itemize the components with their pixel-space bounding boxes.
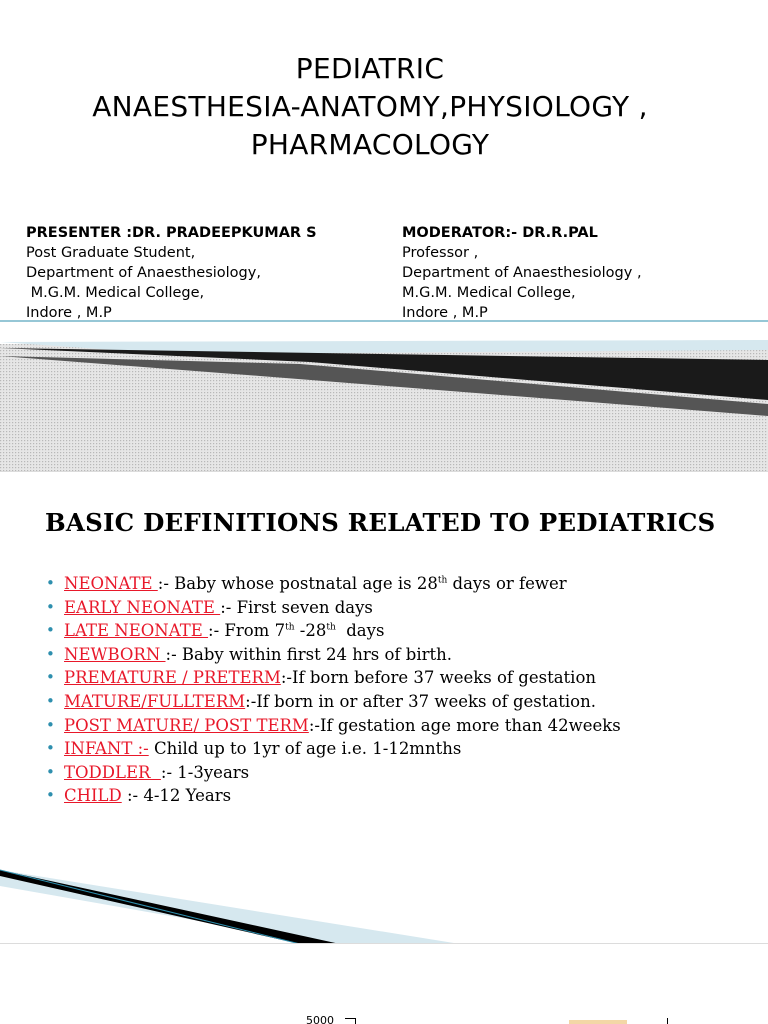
- list-item: [46, 690, 621, 714]
- list-item: [46, 784, 621, 808]
- definition-text: -28: [294, 621, 327, 641]
- moderator-line: M.G.M. Medical College,: [402, 285, 576, 301]
- definition-term: LATE NEONATE: [64, 621, 209, 641]
- chart-tick-label: 5000: [306, 1014, 334, 1024]
- definition-term: CHILD: [64, 786, 122, 806]
- definition-term: EARLY NEONATE: [64, 597, 221, 617]
- bullet-icon: •: [46, 597, 55, 616]
- bullet-icon: •: [46, 762, 55, 781]
- definitions-list: [46, 572, 621, 808]
- decorative-banner: [0, 862, 768, 944]
- chart-bar: [569, 1020, 627, 1024]
- bullet-icon: •: [46, 739, 55, 758]
- title-line: PHARMACOLOGY: [250, 128, 490, 161]
- decorative-banner: [0, 320, 768, 472]
- definition-term: MATURE/FULLTERM: [64, 691, 246, 711]
- list-item: [46, 666, 621, 690]
- definition-text: days or fewer: [447, 574, 567, 593]
- definitions-slide: [0, 472, 768, 944]
- chart-axis: [345, 1018, 356, 1024]
- definition-text: :-If born before 37 weeks of gestation: [280, 668, 597, 688]
- definition-text: :-If born in or after 37 weeks of gestation.: [245, 691, 596, 711]
- presenter-line: Post Graduate Student,: [26, 245, 196, 261]
- moderator-heading: MODERATOR:- DR.R.PAL: [402, 225, 598, 241]
- slide-title: [40, 50, 700, 164]
- definition-term: POST MATURE/ POST TERM: [64, 715, 309, 735]
- presenter-line: Indore , M.P: [26, 305, 112, 321]
- definition-term: INFANT :-: [64, 739, 149, 759]
- presenter-heading: PRESENTER :DR. PRADEEPKUMAR S: [26, 225, 317, 241]
- definition-text: :- Baby within first 24 hrs of birth.: [165, 644, 453, 664]
- bullet-icon: •: [46, 668, 55, 687]
- superscript: th: [285, 622, 295, 633]
- definition-text: Child up to 1yr of age i.e. 1-12mnths: [148, 739, 462, 759]
- chart-line: [667, 1018, 668, 1024]
- bullet-icon: •: [46, 786, 55, 805]
- definition-term: NEONATE: [64, 574, 158, 593]
- definition-text: :- 4-12 Years: [121, 786, 232, 806]
- moderator-line: Indore , M.P: [402, 305, 488, 321]
- definition-text: :- From 7: [208, 621, 286, 641]
- list-item: [46, 572, 621, 596]
- list-item: [46, 643, 621, 667]
- definition-term: NEWBORN: [64, 644, 166, 664]
- definition-term: PREMATURE / PRETERM: [64, 668, 281, 688]
- moderator-block: [402, 223, 742, 323]
- moderator-line: Professor ,: [402, 245, 479, 261]
- bullet-icon: •: [46, 691, 55, 710]
- bullet-icon: •: [46, 621, 55, 640]
- definition-text: :-If gestation age more than 42weeks: [308, 715, 621, 735]
- list-item: [46, 737, 621, 761]
- definition-term: TODDLER: [64, 762, 161, 782]
- moderator-line: Department of Anaesthesiology ,: [402, 265, 642, 281]
- definition-text: days: [335, 621, 385, 641]
- bullet-icon: •: [46, 715, 55, 734]
- bullet-icon: •: [46, 644, 55, 663]
- title-line: ANAESTHESIA-ANATOMY,PHYSIOLOGY ,: [92, 90, 648, 123]
- list-item: [46, 714, 621, 738]
- definition-text: :- Baby whose postnatal age is 28: [157, 574, 438, 593]
- title-line: PEDIATRIC: [295, 52, 445, 85]
- presenter-line: M.G.M. Medical College,: [26, 285, 205, 301]
- list-item: [46, 596, 621, 620]
- list-item: [46, 619, 621, 643]
- bullet-icon: •: [46, 574, 55, 592]
- list-item: [46, 761, 621, 785]
- superscript: th: [326, 622, 336, 633]
- slide-heading: BASIC DEFINITIONS RELATED TO PEDIATRICS: [45, 508, 716, 537]
- definition-text: :- First seven days: [220, 597, 373, 617]
- superscript: th: [437, 575, 448, 586]
- presenter-block: [26, 223, 386, 323]
- definition-text: :- 1-3years: [160, 762, 250, 782]
- title-slide: [0, 0, 768, 472]
- presenter-line: Department of Anaesthesiology,: [26, 265, 261, 281]
- chart-slide-partial: [0, 944, 768, 1024]
